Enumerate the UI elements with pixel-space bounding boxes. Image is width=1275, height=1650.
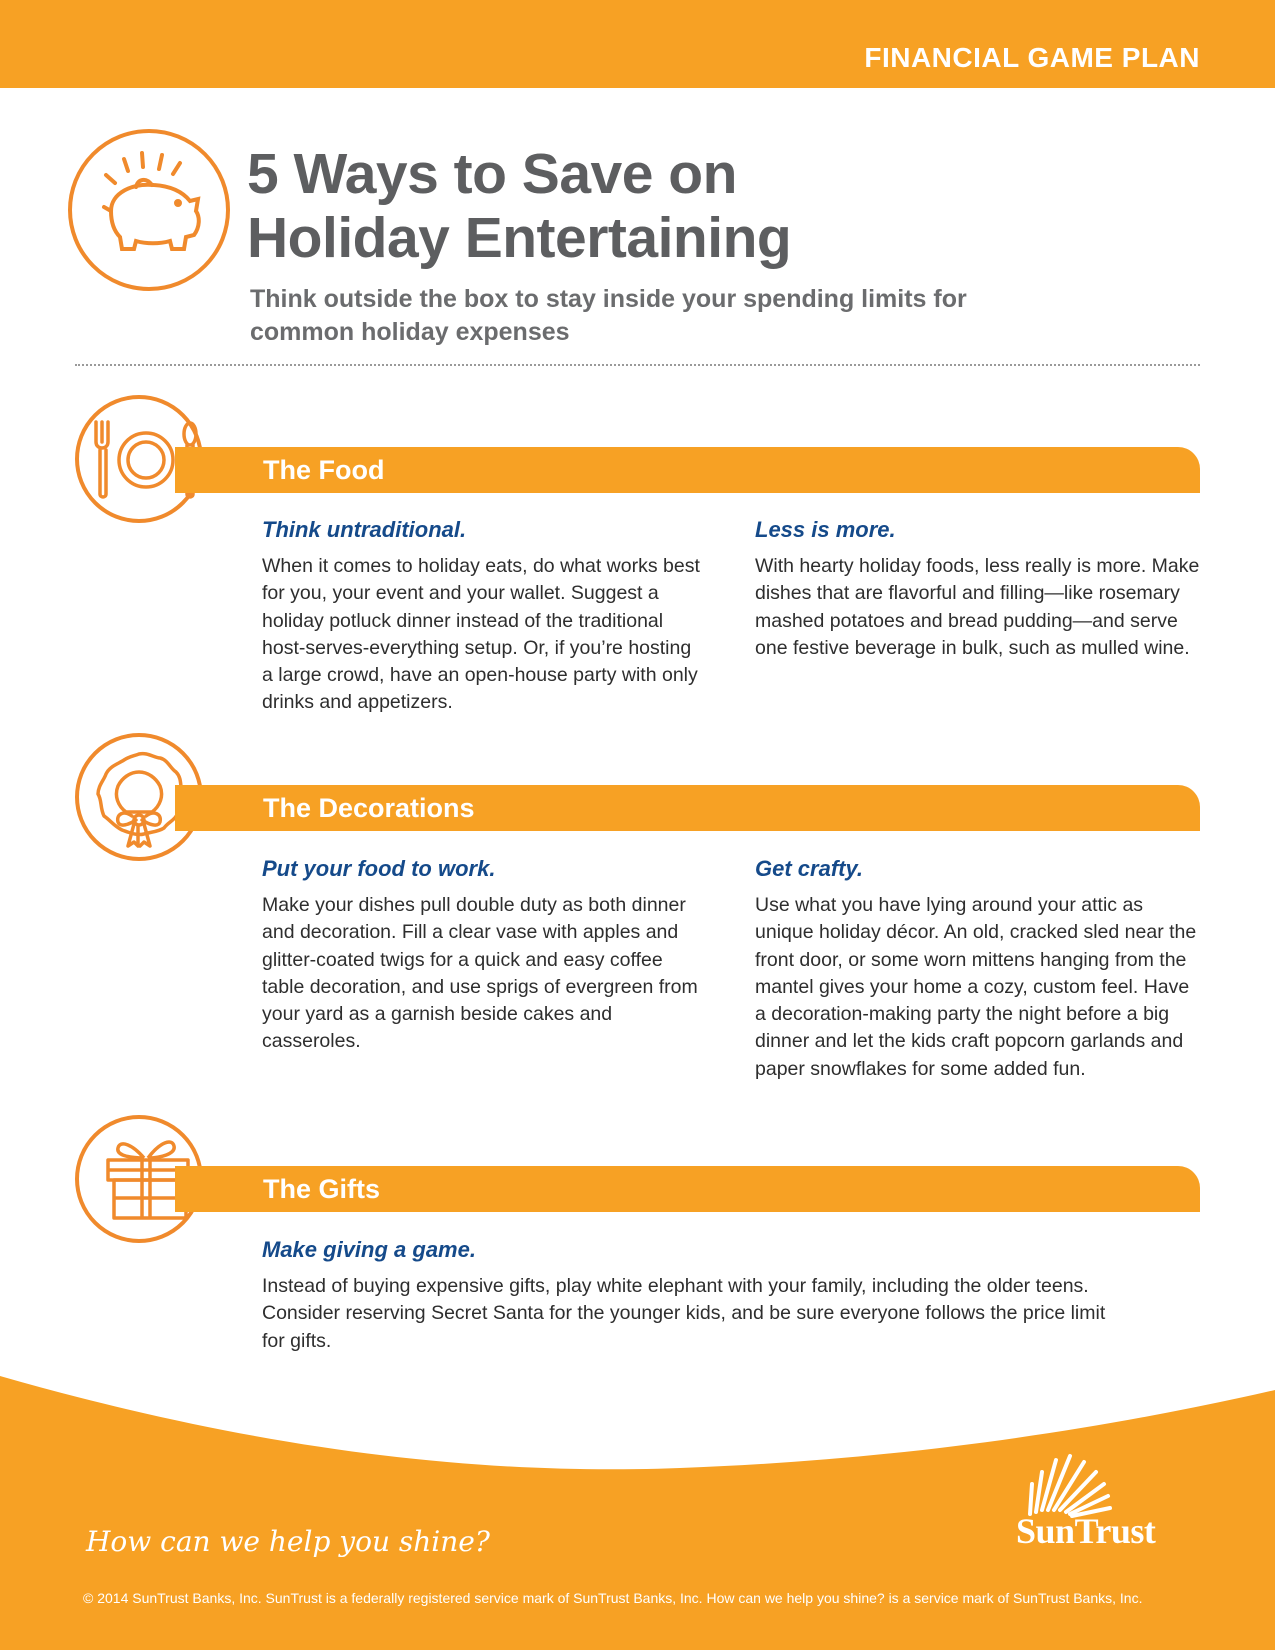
tip-body: When it comes to holiday eats, do what works best for you, your event and your wallet. Suggest a holiday potluck dinner instead of the traditional host-serves-everything setup. Or, if you’re hosting a large crowd, have an open-house party with only drinks and appetizers. (262, 555, 700, 714)
page-title (247, 142, 791, 270)
tip-make-giving-a-game (262, 1237, 1112, 1355)
top-banner (0, 0, 1275, 88)
dotted-divider (75, 364, 1200, 366)
tip-title: Think untraditional. (262, 517, 467, 542)
tip-body: With hearty holiday foods, less really is more. Make dishes that are flavorful and filling—like rosemary mashed potatoes and bread pudding—and serve one festive beverage in bulk, such as mulled wine. (755, 555, 1200, 659)
tip-body: Instead of buying expensive gifts, play white elephant with your family, including the older teens. Consider reserving Secret Santa for the younger kids, and be sure everyone follows the price limit for gifts. (262, 1275, 1106, 1352)
tip-get-crafty (755, 856, 1200, 1083)
tip-title: Put your food to work. (262, 856, 496, 881)
section-heading: The Gifts (263, 1174, 381, 1204)
tip-body: Use what you have lying around your attic as unique holiday décor. An old, cracked sled near the front door, or some worn mittens hanging from the mantel gives your home a cozy, custom feel. Have a decoration-making party the night before a big dinner and let the kids craft popcorn garlands and paper snowflakes for some added fun. (755, 894, 1197, 1080)
tip-title: Less is more. (755, 517, 896, 542)
suntrust-logo-text: SunTrust (1016, 1511, 1156, 1551)
tip-less-is-more (755, 517, 1200, 662)
tip-title: Make giving a game. (262, 1237, 476, 1262)
tip-think-untraditional (262, 517, 707, 717)
series-label: FINANCIAL GAME PLAN (864, 42, 1200, 73)
section-heading: The Food (263, 455, 385, 485)
section-band-gifts (175, 1166, 1200, 1212)
copyright-notice: © 2014 SunTrust Banks, Inc. SunTrust is a federally registered service mark of SunTrust Banks, Inc. How can we help you shine? is a service mark of SunTrust Banks, Inc. (83, 1590, 1143, 1606)
footer-tagline: How can we help you shine? (86, 1525, 490, 1558)
section-band-decorations (175, 785, 1200, 831)
page-title-line-2: Holiday Entertaining (247, 206, 792, 270)
piggy-bank-icon (66, 127, 232, 293)
page-subtitle: Think outside the box to stay inside your spending limits for common holiday expenses (250, 285, 967, 346)
tip-put-food-to-work (262, 856, 707, 1056)
tip-title: Get crafty. (755, 856, 864, 881)
page-title-line-1: 5 Ways to Save on (247, 142, 737, 206)
section-band-food (175, 447, 1200, 493)
section-heading: The Decorations (263, 793, 475, 823)
tip-body: Make your dishes pull double duty as both dinner and decoration. Fill a clear vase with apples and glitter-coated twigs for a quick and easy coffee table decoration, and use sprigs of evergreen from your yard as a garnish beside cakes and casseroles. (262, 894, 698, 1053)
